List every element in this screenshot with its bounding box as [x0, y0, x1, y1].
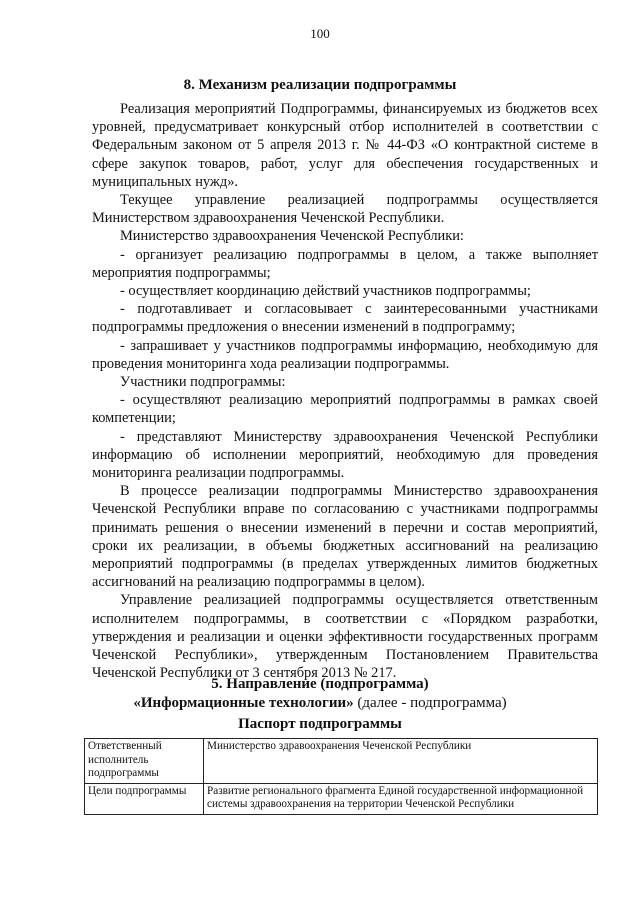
table-cell-label: Ответственный исполнитель подпрограммы: [85, 739, 204, 784]
paragraph: В процессе реализации подпрограммы Министерство здравоохранения Чеченской Республики вправе по согласованию с участниками подпрограммы принимать решения о внесении изменений в перечни и состав мероприятий, сроки их реализации, в объемы бюджетных ассигнований на реализацию мероприятий подпрограммы (в пределах утвержденных лимитов бюджетных ассигнований на реализацию подпрограммы в целом).: [92, 483, 598, 591]
list-item: - запрашивает у участников подпрограммы информацию, необходимую для проведения мониторинга хода реализации подпрограммы.: [92, 337, 598, 372]
list-item: - осуществляют реализацию мероприятий подпрограммы в рамках своей компетенции;: [92, 392, 598, 427]
table-cell-value: Министерство здравоохранения Чеченской Республики: [204, 739, 598, 784]
passport-table: [84, 738, 598, 815]
paragraph: Участники подпрограммы:: [120, 374, 286, 391]
section-5-heading-line1: 5. Направление (подпрограмма): [211, 676, 429, 692]
table-row: [85, 739, 598, 784]
paragraph: Реализация мероприятий Подпрограммы, финансируемых из бюджетов всех уровней, предусматривает конкурсный отбор исполнителей в соответствии с Федеральным законом от 5 апреля 2013 г. № 44-ФЗ «О контрактной системе в сфере закупок товаров, работ, услуг для обеспечения государственных и муниципальных нужд».: [92, 101, 598, 190]
table-row: [85, 783, 598, 814]
paragraph: Управление реализацией подпрограммы осуществляется ответственным исполнителем подпрограммы, в соответствии с «Порядком разработки, утверждения и реализации и оценки эффективности государственных программ Чеченской Республики», утвержденным Постановлением Правительства Чеченской Республики от 3 сентября 2013 № 217.: [92, 592, 598, 682]
passport-title: Паспорт подпрограммы: [238, 716, 402, 732]
section-8-body: [92, 100, 598, 683]
section-5-heading: [0, 675, 640, 713]
paragraph: Министерство здравоохранения Чеченской Республики:: [120, 228, 464, 245]
table-cell-value: Развитие регионального фрагмента Единой государственной информационной системы здравоохранения на территории Чеченской Республики: [204, 783, 598, 814]
section-8-heading: 8. Механизм реализации подпрограммы: [183, 77, 457, 93]
page-number: 100: [310, 26, 330, 41]
list-item: - организует реализацию подпрограммы в целом, а также выполняет мероприятия подпрограммы;: [92, 246, 598, 281]
subprogram-note: (далее - подпрограмма): [353, 695, 507, 711]
paragraph: Текущее управление реализацией подпрограммы осуществляется Министерством здравоохранения Чеченской Республики.: [92, 192, 598, 227]
subprogram-name: «Информационные технологии»: [133, 695, 354, 711]
list-item: - осуществляет координацию действий участников подпрограммы;: [120, 283, 531, 300]
list-item: - представляют Министерству здравоохранения Чеченской Республики информацию об исполнении мероприятий, необходимую для проведения мониторинга реализации подпрограммы.: [92, 428, 598, 482]
table-cell-label: Цели подпрограммы: [85, 783, 204, 814]
list-item: - подготавливает и согласовывает с заинтересованными участниками подпрограммы предложения о внесении изменений в подпрограмму;: [92, 301, 598, 336]
section-5-heading-line2: [0, 694, 640, 713]
